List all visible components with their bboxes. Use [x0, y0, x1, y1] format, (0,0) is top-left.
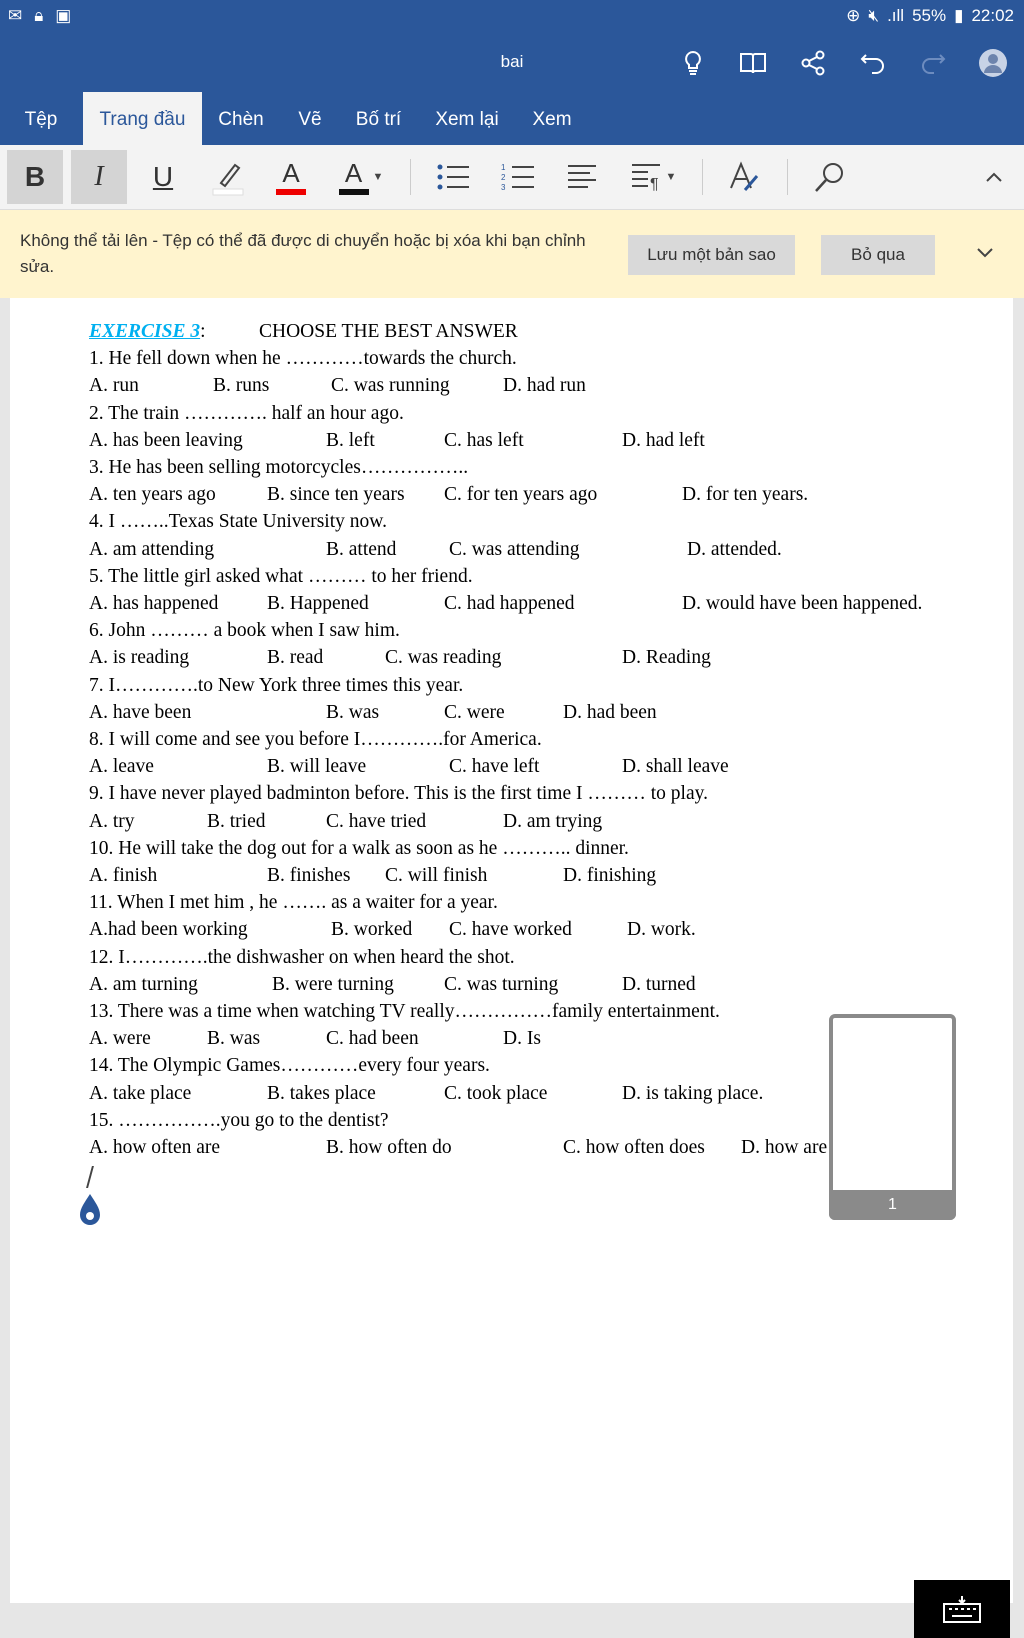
answer-options-11 [89, 916, 989, 943]
bullet-list-icon [436, 162, 470, 192]
answer-option: D. work. [627, 919, 696, 941]
answer-option: C. will finish [385, 865, 488, 886]
answer-option: C. how often does [563, 1137, 705, 1158]
text-color-dropdown[interactable] [330, 150, 392, 204]
answer-option: D. am trying [503, 810, 603, 832]
title-colon: : [200, 321, 206, 342]
align-button[interactable] [554, 150, 610, 204]
answer-option: B. will leave [267, 756, 367, 778]
red-swatch [276, 189, 306, 195]
chevron-down-icon [976, 247, 994, 259]
answer-option: A. has been leaving [89, 429, 243, 451]
numbering-button[interactable] [490, 150, 546, 204]
answer-option: D. shall leave [622, 756, 729, 778]
answer-option: C. took place [444, 1082, 548, 1104]
answer-option: A. am attending [89, 538, 215, 560]
share-icon[interactable] [796, 46, 830, 80]
cursor-handle-icon[interactable] [77, 1192, 103, 1233]
answer-option: A. leave [89, 756, 154, 778]
answer-option: C. had happened [444, 593, 575, 614]
answer-option: D. how are [741, 1137, 828, 1158]
answer-options-10 [89, 862, 989, 889]
answer-option: D. had run [503, 375, 586, 397]
keyboard-button[interactable] [914, 1580, 1010, 1638]
answer-option: D. turned [622, 973, 696, 995]
answer-option: B. finishes [267, 865, 351, 886]
question-15: 15. …………….you go to the dentist? [89, 1109, 389, 1131]
question-9: 9. I have never played badminton before. This is the first time I ……… to play. [89, 783, 708, 805]
answer-option: B. was [326, 701, 380, 723]
keyboard-icon [942, 1594, 982, 1624]
answer-option: D. for ten years. [682, 484, 809, 506]
font-color-label: A [282, 158, 300, 188]
bold-label: B [24, 161, 46, 192]
answer-option: A. has happened [89, 593, 219, 614]
answer-option: B. tried [207, 810, 266, 832]
search-icon [813, 160, 847, 194]
chevron-up-icon [985, 171, 1003, 183]
answer-option: A. try [89, 810, 135, 832]
question-4: 4. I ……..Texas State University now. [89, 511, 387, 533]
answer-option: D. had been [563, 701, 657, 723]
answer-option: A. am turning [89, 973, 198, 995]
exercise-heading: CHOOSE THE BEST ANSWER [259, 321, 518, 342]
answer-option: C. had been [326, 1028, 419, 1050]
collapse-ribbon-button[interactable] [966, 150, 1022, 204]
answer-option: C. have worked [449, 919, 572, 941]
chevron-down-icon: ▼ [665, 171, 677, 183]
answer-options-12 [89, 971, 989, 998]
answer-option: D. Reading [622, 647, 711, 669]
answer-option: D. had left [622, 429, 705, 451]
paragraph-dropdown[interactable] [620, 150, 686, 204]
question-8: 8. I will come and see you before I………….for America. [89, 729, 542, 750]
bold-button[interactable] [7, 150, 63, 204]
chevron-down-icon: ▼ [372, 171, 384, 183]
svg-text:¶: ¶ [649, 176, 659, 192]
exercise-title: EXERCISE 3 [89, 321, 201, 342]
redo-icon[interactable] [916, 46, 950, 80]
svg-text:1: 1 [501, 163, 506, 172]
document-title: bai [500, 52, 524, 71]
sync-icon: ⊕ [846, 6, 861, 25]
answer-option: C. for ten years ago [444, 484, 598, 506]
answer-option: A. ten years ago [89, 484, 216, 506]
answer-option: B. how often do [326, 1137, 452, 1158]
expand-banner-button[interactable] [976, 246, 994, 264]
answer-options-1 [89, 372, 989, 399]
answer-option: C. was attending [449, 538, 580, 560]
answer-option: B. since ten years [267, 484, 405, 506]
bullets-button[interactable] [425, 150, 481, 204]
question-6: 6. John ……… a book when I saw him. [89, 620, 400, 642]
answer-option: D. would have been happened. [682, 593, 923, 614]
clock: 22:02 [971, 6, 1014, 25]
answer-option: C. were [444, 701, 505, 723]
svg-text:2: 2 [501, 173, 506, 182]
answer-option: A. is reading [89, 647, 190, 669]
lock-icon: 🔒︎ [34, 6, 44, 25]
answer-option: D. Is [503, 1028, 541, 1050]
upload-error-banner [0, 210, 1024, 298]
ignore-button[interactable]: Bỏ qua [821, 235, 935, 275]
text-color-label: A [344, 158, 363, 188]
underline-button[interactable] [135, 150, 191, 204]
answer-option: B. left [326, 429, 375, 451]
answer-option: C. have tried [326, 810, 427, 832]
find-button[interactable] [802, 150, 858, 204]
black-swatch [339, 189, 369, 195]
question-1: 1. He fell down when he …………towards the church. [89, 348, 517, 370]
answer-option: B. attend [326, 538, 397, 560]
divider [787, 159, 788, 195]
answer-option: D. finishing [563, 865, 657, 886]
answer-options-7 [89, 699, 989, 726]
ribbon-tabs [0, 92, 1024, 145]
mute-icon: 🔇︎ [868, 6, 880, 25]
undo-icon[interactable] [856, 46, 890, 80]
answer-option: B. was [207, 1028, 261, 1050]
question-10: 10. He will take the dog out for a walk as soon as he ……….. dinner. [89, 837, 629, 859]
paragraph-icon [630, 162, 664, 192]
italic-button[interactable] [71, 150, 127, 204]
title-bar [0, 34, 1024, 92]
banner-message: Không thể tải lên - Tệp có thể đã được di chuyển hoặc bị xóa khi bạn chỉnh sửa. [20, 231, 586, 276]
image-icon: ▣ [55, 6, 72, 25]
answer-option: B. Happened [267, 593, 369, 614]
answer-option: A. run [89, 375, 139, 397]
align-left-icon [566, 163, 598, 191]
answer-option: D. attended. [687, 538, 782, 560]
answer-option: C. was turning [444, 973, 559, 995]
answer-option: C. was reading [385, 647, 502, 669]
answer-option: B. read [267, 647, 324, 669]
question-13: 13. There was a time when watching TV really……………family entertainment. [89, 1001, 720, 1022]
answer-option: B. takes place [267, 1082, 376, 1104]
tab-review[interactable]: Xem lại [435, 109, 499, 130]
answer-option: A.had been working [89, 919, 248, 941]
lightbulb-icon[interactable] [676, 46, 710, 80]
save-copy-button[interactable]: Lưu một bản sao [628, 235, 795, 275]
answer-options-4 [89, 536, 989, 563]
numbered-list-icon [501, 162, 535, 192]
page-number: 1 [829, 1190, 956, 1220]
tab-file[interactable]: Tệp [24, 109, 58, 130]
answer-options-8 [89, 753, 989, 780]
question-2: 2. The train …………. half an hour ago. [89, 402, 404, 424]
tab-home[interactable]: Trang đầu [83, 92, 202, 145]
answer-option: C. have left [449, 756, 540, 778]
question-3: 3. He has been selling motorcycles…………….. [89, 457, 469, 478]
font-color-button[interactable] [263, 150, 319, 204]
account-avatar-icon[interactable] [976, 46, 1010, 80]
question-12: 12. I………….the dishwasher on when heard the shot. [89, 946, 515, 968]
divider [410, 159, 411, 195]
read-mode-icon[interactable] [736, 46, 770, 80]
answer-options-6 [89, 644, 989, 671]
answer-option: B. runs [213, 375, 270, 397]
battery-level: 55% [912, 6, 947, 25]
underline-label: U [152, 161, 174, 192]
tab-draw[interactable]: Vẽ [298, 109, 322, 130]
answer-option: A. how often are [89, 1137, 221, 1158]
page-thumbnail[interactable] [829, 1014, 956, 1220]
answer-option: C. has left [444, 429, 524, 451]
answer-options-9 [89, 808, 989, 835]
answer-option: A. were [89, 1028, 151, 1050]
styles-icon [727, 160, 761, 194]
answer-options-5 [89, 590, 989, 617]
answer-option: D. is taking place. [622, 1082, 764, 1104]
question-5: 5. The little girl asked what ……… to her friend. [89, 565, 473, 587]
answer-options-2 [89, 427, 989, 454]
answer-options-3 [89, 481, 989, 508]
tab-layout[interactable]: Bố trí [355, 109, 402, 130]
question-7: 7. I………….to New York three times this year. [89, 674, 464, 696]
exercise-header [89, 318, 518, 345]
question-14: 14. The Olympic Games…………every four years. [89, 1055, 490, 1077]
answer-option: A. finish [89, 865, 158, 886]
answer-option: B. were turning [272, 973, 394, 995]
tab-view[interactable]: Xem [532, 109, 572, 130]
answer-option: B. worked [331, 919, 413, 941]
divider [702, 159, 703, 195]
highlighter-icon [211, 157, 245, 197]
signal-icon: .ıll [887, 6, 905, 25]
styles-button[interactable] [716, 150, 772, 204]
ribbon-toolbar [0, 145, 1024, 210]
highlight-button[interactable] [200, 150, 256, 204]
battery-icon: ▮ [954, 6, 964, 25]
svg-text:3: 3 [501, 183, 506, 192]
answer-option: A. have been [89, 701, 192, 723]
question-11: 11. When I met him , he ……. as a waiter for a year. [89, 892, 498, 914]
answer-option: A. take place [89, 1082, 192, 1104]
tab-insert[interactable]: Chèn [218, 109, 264, 130]
status-bar [0, 0, 1024, 34]
italic-label: I [94, 161, 104, 192]
mail-icon: ✉ [8, 6, 23, 25]
answer-option: C. was running [331, 375, 450, 397]
